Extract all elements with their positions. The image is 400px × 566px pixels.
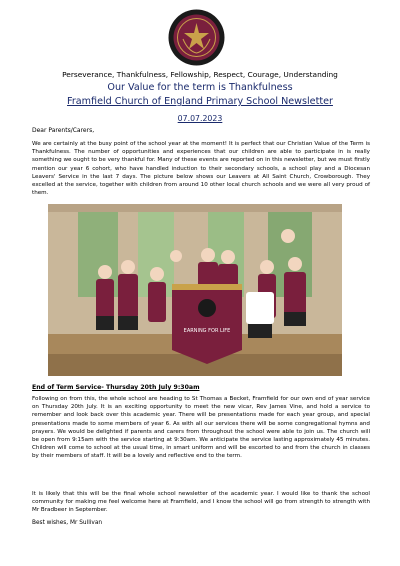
newsletter-date: 07.07.2023 [177, 114, 223, 123]
greeting: Dear Parents/Carers, [32, 127, 95, 134]
newsletter-title: Framfield Church of England Primary School Newsletter [67, 96, 333, 107]
term-value-heading: Our Value for the term is Thankfulness [107, 82, 293, 93]
banner-text: EARNING FOR LIFE [183, 328, 231, 334]
intro-paragraph: We are certainly at the busy point of the school year at the moment! It is perfect that our Christian Value of the Term is Thankfulness. The number of opportunities and experiences that our children are able to participate in is really something we ought to be very thankful for. Many of these events are reported on in this newsletter, but we must firstly mention our year 6 cohort, who have handled induction to their secondary schools, a school play and a Diocesan Leavers' Service in the last 7 days. The picture below shows our Leavers at All Saint Church, Crowborough. They excelled at the service, together with children from around 10 other local church schools and we were all very proud of them. [32, 141, 370, 197]
closing-paragraph: It is likely that this will be the final whole school newsletter of the academic year. I would like to thank the school community for making me feel welcome here at Framfield, and I know the school will go from strength to strength with Mr Bradbeer in September. [32, 491, 370, 514]
school-values-line: Perseverance, Thankfulness, Fellowship, Respect, Courage, Understanding [62, 70, 338, 79]
leavers-group-photo [48, 204, 342, 376]
school-crest-logo [168, 9, 225, 66]
event-paragraph: Following on from this, the whole school are heading to St Thomas a Becket, Framfield for our own end of year service on Thursday 20th July. It is an exciting opportunity to meet the new vicar, Rev James Vine, and hold a service to remember and look back over this academic year. There will be presentations made for each year group, and special presentations made to some members of year 6. As with all our services there will be some congregational hymns and prayers. We would be delighted if parents and carers from throughout the school were able to join us. The church will be open from 9:15am with the service starting at 9:30am. We anticipate the service lasting approximately 45 minutes. Children will come to school at the usual time, in smart uniform and will be escorted to and from the church in classes by their members of staff. It will be a lovely and reflective end to the term. [32, 396, 370, 460]
event-heading: End of Term Service- Thursday 20th July 9:30am [32, 384, 200, 391]
signoff: Best wishes, Mr Sullivan [32, 520, 103, 526]
